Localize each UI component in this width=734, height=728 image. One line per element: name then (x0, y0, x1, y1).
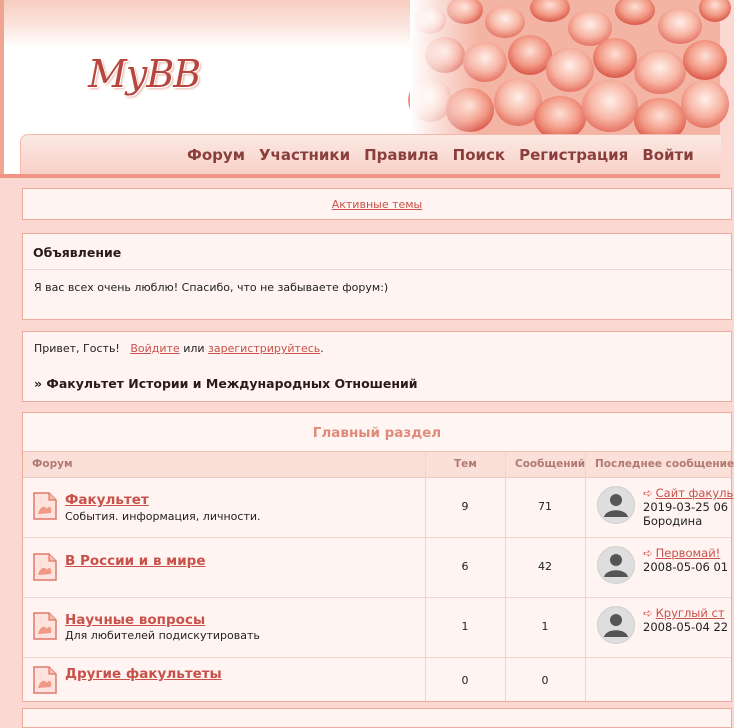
greeting-text: Привет, Гость! (34, 342, 120, 355)
arrow-right-icon: ➪ (643, 546, 653, 560)
site-logo[interactable]: MyBB (88, 52, 201, 96)
header-divider (0, 174, 720, 178)
welcome-block (22, 331, 732, 402)
active-topics-link[interactable]: Активные темы (331, 198, 423, 211)
arrow-right-icon: ➪ (643, 606, 653, 620)
nav-rules[interactable]: Правила (364, 146, 439, 164)
nav-search[interactable]: Поиск (452, 146, 506, 164)
col-posts: Сообщений (515, 458, 586, 470)
forum-description: События. информация, личности. (65, 510, 261, 523)
last-post-title: Сайт факуль (655, 486, 734, 500)
posts-count: 0 (541, 674, 549, 687)
forum-page-icon (33, 492, 57, 520)
forum-title-link[interactable]: Научные вопросы (65, 612, 206, 628)
announcement-text: Я вас всех очень люблю! Спасибо, что не забываете форум:) (34, 281, 389, 294)
login-link[interactable]: Войдите (130, 342, 180, 355)
nav-register[interactable]: Регистрация (519, 146, 629, 164)
forum-page-icon (33, 553, 57, 581)
forum-section (22, 412, 732, 702)
last-post-title: Первомай! (655, 546, 721, 560)
forum-page-icon (33, 612, 57, 640)
topics-count: 9 (461, 500, 469, 513)
posts-count: 1 (541, 620, 549, 633)
default-avatar-icon (597, 546, 635, 584)
forum-description: Для любителей подискутировать (65, 629, 260, 642)
default-avatar-icon (597, 606, 635, 644)
forum-row (23, 538, 731, 598)
last-post-date: 2008-05-04 22 (643, 620, 729, 634)
last-post-title: Круглый ст (655, 606, 725, 620)
col-forum: Форум (32, 458, 73, 470)
table-header (23, 452, 734, 478)
forum-row (23, 478, 734, 538)
tulips-banner-image (410, 0, 720, 134)
posts-count: 42 (538, 560, 552, 573)
section-title: Главный раздел (23, 413, 731, 452)
active-topics-bar (22, 188, 732, 220)
forum-title-link[interactable]: Другие факультеты (65, 666, 222, 682)
nav-login[interactable]: Войти (642, 146, 694, 164)
announcement-divider (23, 269, 731, 270)
topics-count: 6 (461, 560, 469, 573)
last-post-date: 2008-05-06 01 (643, 560, 729, 574)
period-text: . (320, 342, 324, 355)
register-link[interactable]: зарегистрируйтесь (208, 342, 321, 355)
posts-count: 71 (538, 500, 552, 513)
last-post-link[interactable] (643, 546, 720, 560)
next-section-block (22, 708, 732, 728)
forum-page-icon (33, 666, 57, 694)
guest-greeting-line (34, 342, 324, 355)
col-topics: Тем (454, 458, 477, 470)
header-left-border (0, 0, 4, 174)
col-last-post: Последнее сообщение (595, 458, 734, 470)
last-post-link[interactable] (643, 606, 725, 620)
announcement-block (22, 233, 732, 320)
last-post-date: 2019-03-25 06 (643, 500, 729, 514)
last-post-link[interactable] (643, 486, 733, 500)
site-header (0, 0, 720, 174)
forum-title-link[interactable]: Факультет (65, 492, 149, 508)
arrow-right-icon: ➪ (643, 486, 653, 500)
announcement-title: Объявление (33, 245, 122, 260)
forum-title-link[interactable]: В России и в мире (65, 553, 206, 569)
topics-count: 0 (461, 674, 469, 687)
breadcrumb: » Факультет Истории и Международных Отношений (34, 376, 418, 391)
nav-members[interactable]: Участники (258, 146, 351, 164)
last-post-user[interactable]: Бородина (643, 514, 703, 528)
topics-count: 1 (461, 620, 469, 633)
main-navigation (20, 134, 721, 175)
forum-row (23, 598, 731, 658)
nav-forum[interactable]: Форум (187, 146, 245, 164)
forum-row (23, 658, 731, 702)
or-text: или (183, 342, 205, 355)
default-avatar-icon (597, 486, 635, 524)
